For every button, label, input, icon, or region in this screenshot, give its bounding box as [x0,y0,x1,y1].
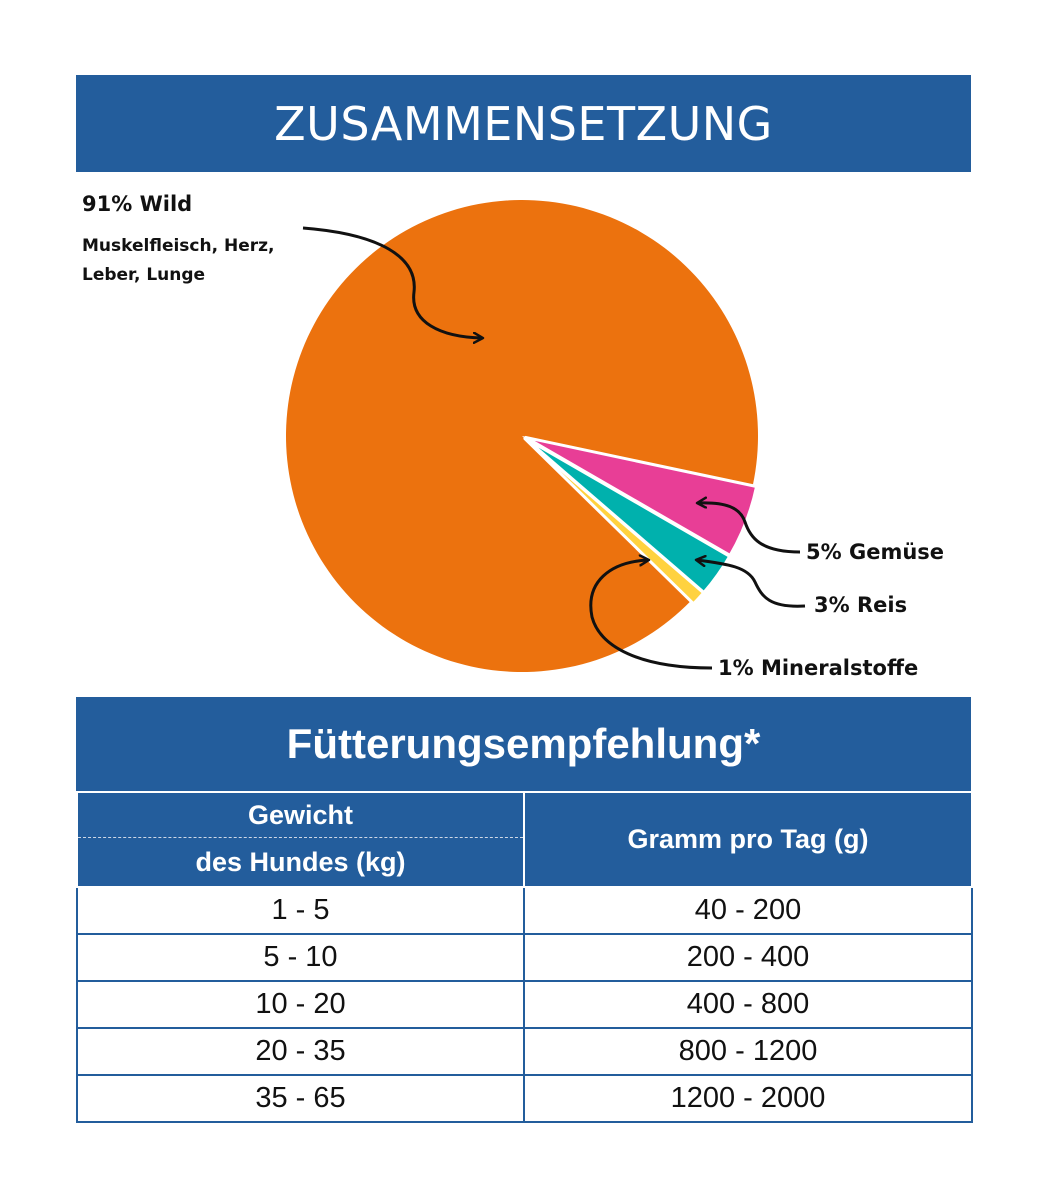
grams-cell: 40 - 200 [524,887,972,934]
grams-cell: 400 - 800 [524,981,972,1028]
weight-header-line2: des Hundes (kg) [195,846,406,877]
gemuese-label: 5% Gemüse [806,540,945,564]
table-row [77,981,972,1028]
table-row [77,1028,972,1075]
weight-cell: 1 - 5 [77,887,524,934]
feeding-table [76,791,973,1123]
weight-header [77,792,524,887]
grams-cell: 200 - 400 [524,934,972,981]
weight-cell: 10 - 20 [77,981,524,1028]
composition-title-banner [76,75,971,172]
composition-pie-chart [0,172,1045,697]
grams-header: Gramm pro Tag (g) [524,792,972,887]
feeding-title-banner [76,697,971,791]
wild-detail-line1: Muskelfleisch, Herz, [82,236,275,256]
wild-detail-line2: Leber, Lunge [82,265,206,285]
weight-header-line1: Gewicht [78,793,523,838]
weight-cell: 35 - 65 [77,1075,524,1122]
wild-slice [286,200,758,672]
table-row [77,934,972,981]
feeding-recommendation-section [76,697,971,1123]
weight-cell: 20 - 35 [77,1028,524,1075]
composition-title: ZUSAMMENSETZUNG [274,96,773,151]
feeding-title: Fütterungsempfehlung* [286,720,761,767]
mineralstoffe-label: 1% Mineralstoffe [718,656,919,680]
reis-label: 3% Reis [814,593,908,617]
grams-cell: 1200 - 2000 [524,1075,972,1122]
table-row [77,1075,972,1122]
wild-label: 91% Wild [82,192,193,216]
grams-cell: 800 - 1200 [524,1028,972,1075]
weight-cell: 5 - 10 [77,934,524,981]
table-row [77,887,972,934]
